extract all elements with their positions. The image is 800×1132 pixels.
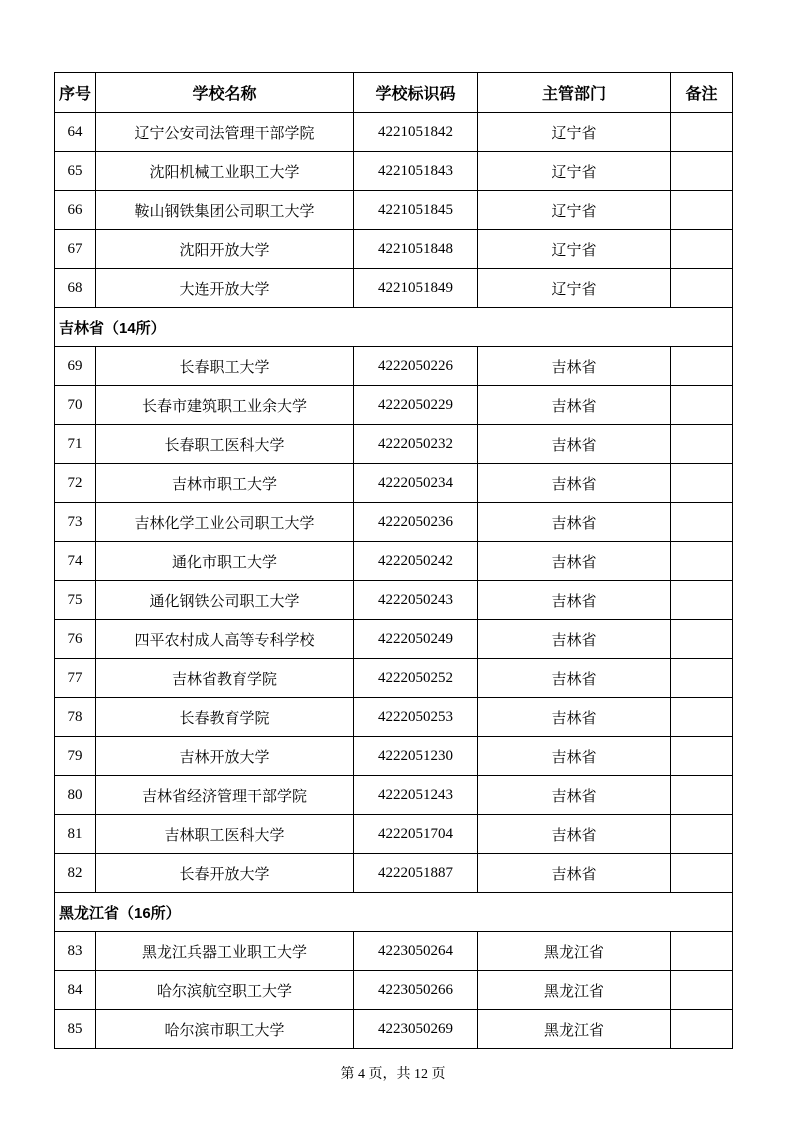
header-department: 主管部门 (478, 73, 671, 113)
cell-dept: 吉林省 (478, 698, 671, 737)
cell-name: 长春开放大学 (96, 854, 354, 893)
cell-name: 四平农村成人高等专科学校 (96, 620, 354, 659)
cell-dept: 吉林省 (478, 659, 671, 698)
cell-code: 4222050252 (354, 659, 478, 698)
cell-code: 4222051243 (354, 776, 478, 815)
cell-dept: 吉林省 (478, 503, 671, 542)
cell-name: 哈尔滨航空职工大学 (96, 971, 354, 1010)
cell-code: 4222050226 (354, 347, 478, 386)
cell-note (671, 347, 733, 386)
cell-dept: 吉林省 (478, 542, 671, 581)
cell-note (671, 152, 733, 191)
cell-no: 67 (55, 230, 96, 269)
cell-dept: 辽宁省 (478, 152, 671, 191)
cell-dept: 吉林省 (478, 425, 671, 464)
table-row (55, 659, 733, 698)
cell-code: 4222051230 (354, 737, 478, 776)
cell-dept: 辽宁省 (478, 230, 671, 269)
cell-name: 吉林职工医科大学 (96, 815, 354, 854)
cell-no: 72 (55, 464, 96, 503)
table-row (55, 347, 733, 386)
cell-name: 吉林省经济管理干部学院 (96, 776, 354, 815)
cell-no: 76 (55, 620, 96, 659)
cell-name: 黑龙江兵器工业职工大学 (96, 932, 354, 971)
cell-no: 65 (55, 152, 96, 191)
cell-code: 4222050232 (354, 425, 478, 464)
page-number: 第 4 页，共 12 页 (340, 1067, 446, 1082)
cell-code: 4222050249 (354, 620, 478, 659)
schools-table (54, 72, 733, 1049)
cell-no: 75 (55, 581, 96, 620)
cell-no: 69 (55, 347, 96, 386)
table-row (55, 620, 733, 659)
cell-code: 4221051849 (354, 269, 478, 308)
cell-code: 4223050264 (354, 932, 478, 971)
cell-dept: 吉林省 (478, 347, 671, 386)
table-row (55, 698, 733, 737)
cell-note (671, 464, 733, 503)
cell-note (671, 503, 733, 542)
cell-dept: 吉林省 (478, 776, 671, 815)
cell-code: 4222050242 (354, 542, 478, 581)
cell-name: 吉林开放大学 (96, 737, 354, 776)
table-row (55, 971, 733, 1010)
cell-note (671, 854, 733, 893)
cell-dept: 黑龙江省 (478, 1010, 671, 1049)
cell-note (671, 815, 733, 854)
table-row (55, 113, 733, 152)
table-row (55, 1010, 733, 1049)
table-row (55, 425, 733, 464)
cell-name: 通化钢铁公司职工大学 (96, 581, 354, 620)
cell-code: 4223050266 (354, 971, 478, 1010)
table-row (55, 386, 733, 425)
cell-note (671, 191, 733, 230)
table-row (55, 815, 733, 854)
table-row (55, 776, 733, 815)
cell-name: 哈尔滨市职工大学 (96, 1010, 354, 1049)
cell-code: 4222050236 (354, 503, 478, 542)
cell-dept: 吉林省 (478, 620, 671, 659)
cell-code: 4222051704 (354, 815, 478, 854)
cell-no: 64 (55, 113, 96, 152)
table-row (55, 230, 733, 269)
cell-note (671, 230, 733, 269)
table-row (55, 152, 733, 191)
section-label: 黑龙江省（16所） (55, 893, 733, 932)
cell-name: 长春职工大学 (96, 347, 354, 386)
cell-note (671, 737, 733, 776)
cell-code: 4223050269 (354, 1010, 478, 1049)
cell-note (671, 776, 733, 815)
header-remarks: 备注 (671, 73, 733, 113)
cell-code: 4221051845 (354, 191, 478, 230)
cell-dept: 吉林省 (478, 386, 671, 425)
cell-name: 沈阳机械工业职工大学 (96, 152, 354, 191)
cell-name: 通化市职工大学 (96, 542, 354, 581)
table-row (55, 932, 733, 971)
section-row (55, 308, 733, 347)
cell-no: 84 (55, 971, 96, 1010)
cell-note (671, 1010, 733, 1049)
cell-note (671, 581, 733, 620)
cell-name: 长春职工医科大学 (96, 425, 354, 464)
cell-no: 85 (55, 1010, 96, 1049)
cell-dept: 吉林省 (478, 737, 671, 776)
table-row (55, 581, 733, 620)
table-row (55, 737, 733, 776)
cell-note (671, 386, 733, 425)
cell-note (671, 971, 733, 1010)
cell-no: 78 (55, 698, 96, 737)
cell-dept: 黑龙江省 (478, 932, 671, 971)
cell-code: 4221051843 (354, 152, 478, 191)
cell-dept: 黑龙江省 (478, 971, 671, 1010)
table-row (55, 191, 733, 230)
table-header-row (55, 73, 733, 113)
cell-no: 80 (55, 776, 96, 815)
cell-note (671, 425, 733, 464)
cell-name: 鞍山钢铁集团公司职工大学 (96, 191, 354, 230)
cell-code: 4222050243 (354, 581, 478, 620)
table-row (55, 503, 733, 542)
section-label: 吉林省（14所） (55, 308, 733, 347)
cell-name: 长春市建筑职工业余大学 (96, 386, 354, 425)
cell-dept: 辽宁省 (478, 191, 671, 230)
cell-no: 68 (55, 269, 96, 308)
cell-dept: 吉林省 (478, 581, 671, 620)
table-row (55, 464, 733, 503)
cell-code: 4221051848 (354, 230, 478, 269)
cell-note (671, 698, 733, 737)
cell-name: 辽宁公安司法管理干部学院 (96, 113, 354, 152)
cell-no: 66 (55, 191, 96, 230)
cell-name: 沈阳开放大学 (96, 230, 354, 269)
cell-no: 79 (55, 737, 96, 776)
cell-note (671, 620, 733, 659)
cell-dept: 辽宁省 (478, 113, 671, 152)
cell-no: 81 (55, 815, 96, 854)
cell-dept: 吉林省 (478, 815, 671, 854)
cell-code: 4222050229 (354, 386, 478, 425)
header-school-name: 学校名称 (96, 73, 354, 113)
cell-no: 77 (55, 659, 96, 698)
cell-name: 吉林市职工大学 (96, 464, 354, 503)
cell-note (671, 269, 733, 308)
section-row (55, 893, 733, 932)
cell-name: 大连开放大学 (96, 269, 354, 308)
table-body (55, 113, 733, 1049)
cell-dept: 吉林省 (478, 464, 671, 503)
cell-no: 74 (55, 542, 96, 581)
table-row (55, 854, 733, 893)
table-row (55, 269, 733, 308)
cell-name: 长春教育学院 (96, 698, 354, 737)
header-school-code: 学校标识码 (354, 73, 478, 113)
cell-no: 82 (55, 854, 96, 893)
cell-no: 73 (55, 503, 96, 542)
cell-note (671, 542, 733, 581)
header-number: 序号 (55, 73, 96, 113)
cell-name: 吉林省教育学院 (96, 659, 354, 698)
cell-no: 70 (55, 386, 96, 425)
cell-dept: 辽宁省 (478, 269, 671, 308)
cell-note (671, 659, 733, 698)
cell-name: 吉林化学工业公司职工大学 (96, 503, 354, 542)
cell-note (671, 932, 733, 971)
cell-code: 4222050253 (354, 698, 478, 737)
cell-code: 4221051842 (354, 113, 478, 152)
cell-dept: 吉林省 (478, 854, 671, 893)
cell-note (671, 113, 733, 152)
cell-no: 71 (55, 425, 96, 464)
cell-code: 4222050234 (354, 464, 478, 503)
table-row (55, 542, 733, 581)
cell-code: 4222051887 (354, 854, 478, 893)
cell-no: 83 (55, 932, 96, 971)
